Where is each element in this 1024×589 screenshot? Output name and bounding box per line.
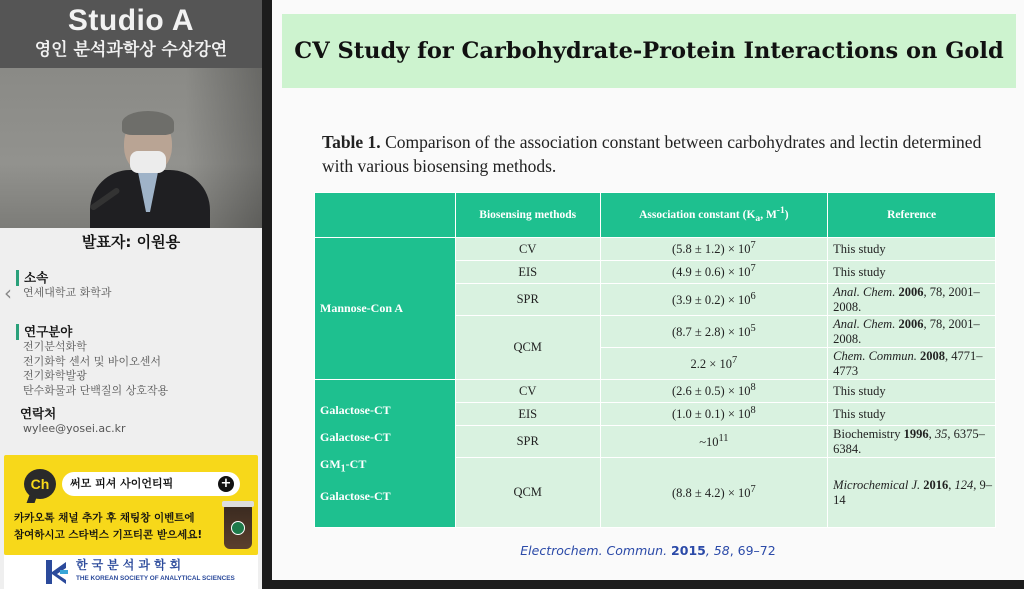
presenter-name: 발표자: 이원용	[81, 233, 181, 251]
table-header-row	[315, 193, 996, 238]
table-row: SPR $(3.9 \pm 0.2) \times 10^6$ Anal. Chem. 2006, 78, 2001–2008.	[315, 284, 996, 316]
footer-citation: Electrochem. Commun. 2015, 58, 69–72	[520, 543, 776, 558]
contact-heading: 연락처	[20, 406, 57, 421]
speaker-video	[0, 68, 262, 228]
slide	[272, 0, 1024, 580]
affiliation-section	[16, 270, 256, 301]
coffee-cup-icon	[224, 505, 252, 549]
society-name-english: THE KOREAN SOCIETY OF ANALYTICAL SCIENCES	[76, 575, 235, 582]
affiliation-heading: 소속	[16, 270, 256, 286]
comparison-table	[314, 192, 996, 528]
research-section	[16, 324, 256, 398]
contact-email: wylee@yosei.ac.kr	[23, 422, 126, 435]
studio-subtitle: 영인 분석과학상 수상강연	[34, 40, 228, 60]
kakao-event-banner[interactable]	[4, 455, 258, 555]
group-galactose: Galactose-CT Galactose-CT $GM_1-CT$ Galactose-CT	[315, 380, 456, 528]
caption-text: Comparison of the association constant between carbohydrates and lectin determined with various biosensing methods.	[322, 132, 982, 176]
channel-name: 써모 피셔 사이언티픽	[70, 477, 174, 490]
chevron-left-icon[interactable]: ‹	[4, 281, 12, 305]
add-channel-button[interactable]: +	[218, 476, 234, 492]
sidebar	[0, 0, 262, 589]
slide-title: CV Study for Carbohydrate-Protein Interactions on Gold	[294, 38, 1004, 64]
header-blank	[315, 193, 456, 238]
banner-line: 참여하시고 스타벅스 기프티콘 받으세요!	[14, 529, 203, 541]
header-association: Association constant ($K_a$, $M^{-1}$)	[600, 193, 828, 238]
speaker-mask	[130, 151, 166, 173]
studio-header	[0, 0, 262, 68]
kakao-channel-icon: Ch	[24, 469, 56, 499]
caption-label: Table 1.	[322, 132, 381, 152]
table-row: Mannose-Con A CV $(5.8 \pm 1.2) \times 10^7$ This study	[315, 238, 996, 261]
studio-title: Studio A	[67, 4, 195, 37]
research-item: 전기분석화학	[23, 340, 87, 353]
slide-area	[262, 0, 1024, 589]
table-row: Galactose-CT Galactose-CT $GM_1-CT$ Galactose-CT CV $(2.6 \pm 0.5) \times 10^8$ This study	[315, 380, 996, 403]
header-reference: Reference	[828, 193, 996, 238]
table-row: SPR $\sim 10^{11}$ Biochemistry 1996, 35, 6375–6384.	[315, 426, 996, 458]
society-logo-bar	[4, 555, 258, 589]
banner-text	[14, 510, 214, 544]
research-item: 전기화학 센서 및 바이오센서	[23, 354, 162, 368]
table-row: EIS $(4.9 \pm 0.6) \times 10^7$ This study	[315, 261, 996, 284]
table-row: EIS $(1.0 \pm 0.1) \times 10^8$ This study	[315, 403, 996, 426]
table-row: $2.2 \times 10^7$ Chem. Commun. 2008, 4771–4773	[315, 348, 996, 380]
society-logo-icon	[46, 560, 68, 584]
affiliation-value: 연세대학교 화학과	[23, 286, 112, 299]
banner-line: 카카오톡 채널 추가 후 채팅창 이벤트에	[14, 512, 195, 524]
research-item: 전기화학발광	[23, 369, 87, 382]
channel-pill[interactable]	[62, 472, 240, 496]
table-row: QCM $(8.7 \pm 2.8) \times 10^5$ Anal. Chem. 2006, 78, 2001–2008.	[315, 316, 996, 348]
table-caption	[322, 130, 1002, 178]
header-method: Biosensing methods	[455, 193, 600, 238]
research-heading: 연구분야	[16, 324, 256, 340]
table-row: QCM $(8.8 \pm 4.2) \times 10^7$ Microchemical J. 2016, 124, 9–14	[315, 458, 996, 528]
research-item: 탄수화물과 단백질의 상호작용	[23, 383, 169, 397]
slide-title-bar	[282, 14, 1016, 88]
contact-section	[16, 406, 256, 437]
group-mannose: Mannose-Con A	[315, 238, 456, 380]
society-name-korean: 한국분석과학회	[76, 558, 186, 572]
